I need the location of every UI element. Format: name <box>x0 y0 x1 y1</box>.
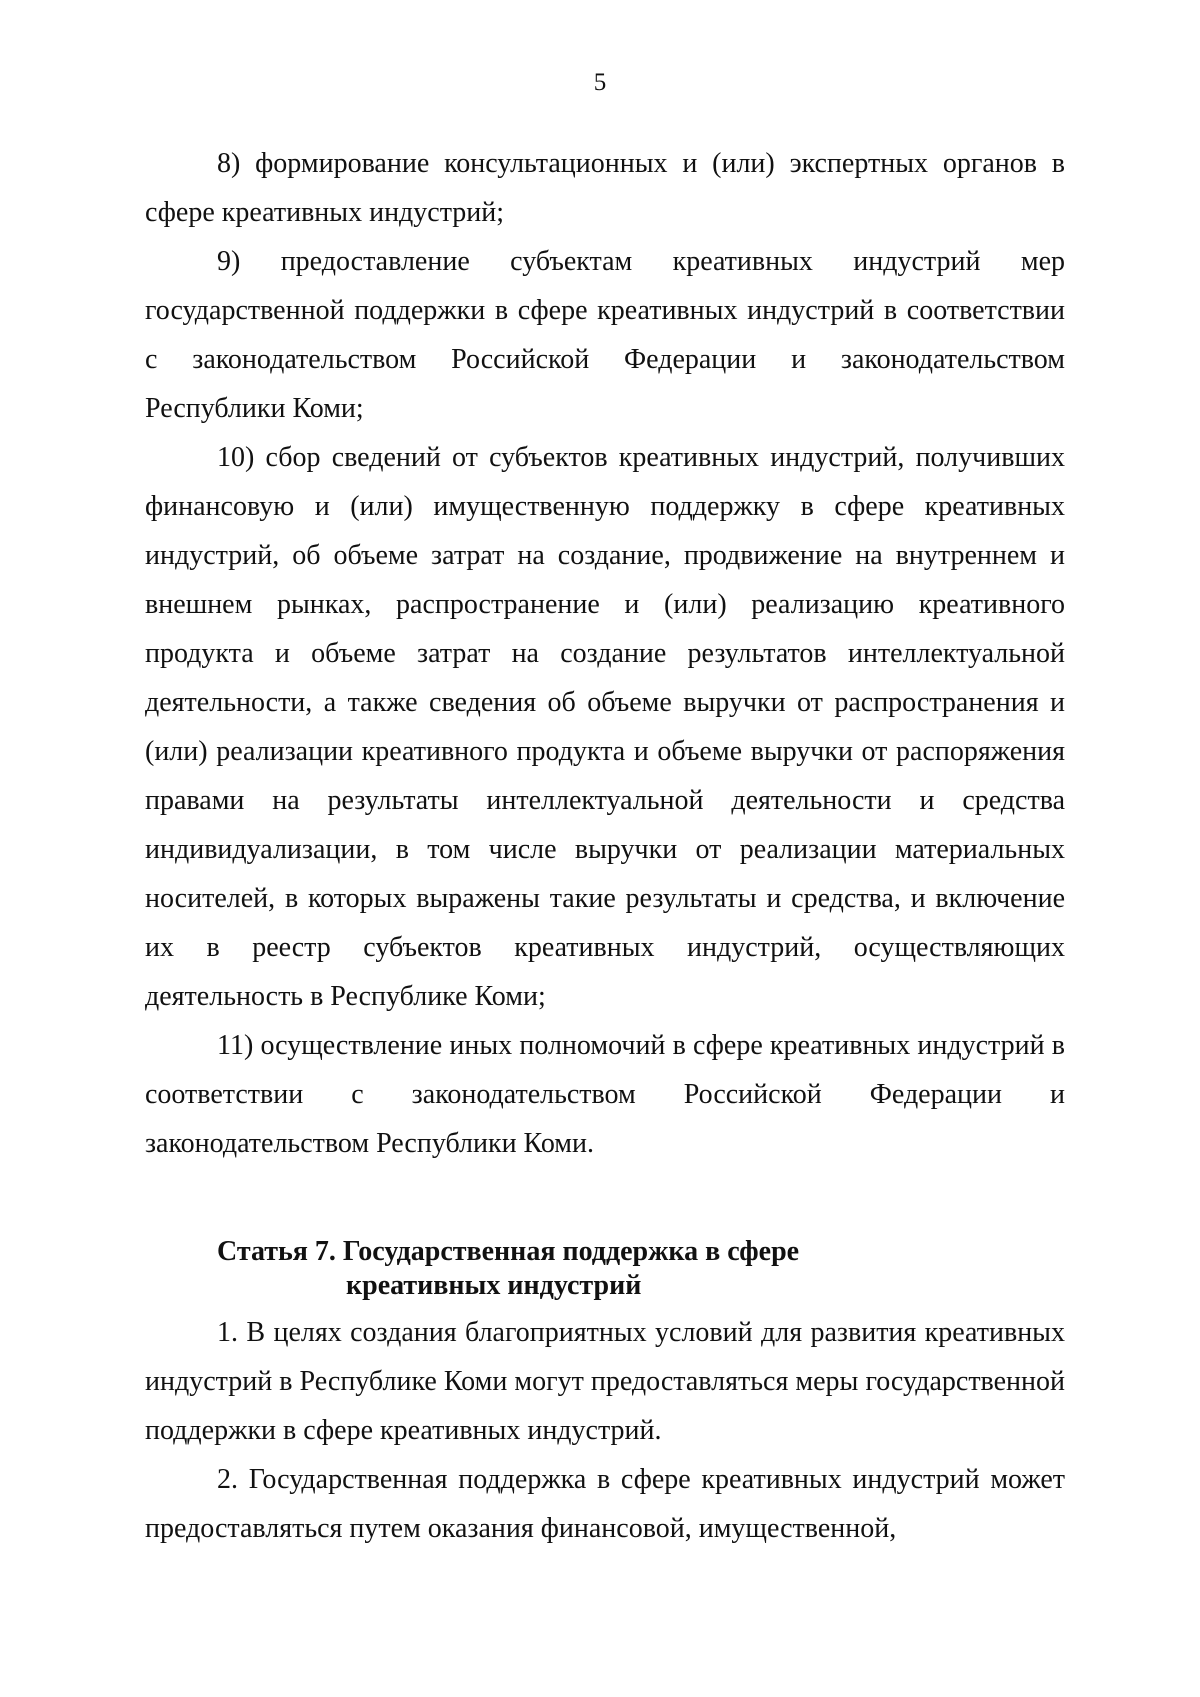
paragraph-item-9: 9) предоставление субъектам креативных индустрий мер государственной поддержки в сфере креативных индустрий в соответствии с законодательством Российской Федерации и законодательством Республики Коми; <box>145 246 1065 424</box>
paragraph-item-11: 11) осуществление иных полномочий в сфере креативных индустрий в соответствии с законодательством Российской Федерации и законодательством Республики Коми. <box>145 1030 1065 1159</box>
paragraph-item-10: 10) сбор сведений от субъектов креативных индустрий, получивших финансовую и (или) имущественную поддержку в сфере креативных индустрий, об объеме затрат на создание, продвижение на внутреннем и внешнем рынках, распространение и (или) реализацию креативного продукта и объеме затрат на создание результатов интеллектуальной деятельности, а также сведения об объеме выручки от распространения и (или) реализации креативного продукта и объеме выручки от распоряжения правами на результаты интеллектуальной деятельности и средства индивидуализации, в том числе выручки от реализации материальных носителей, в которых выражены такие результаты и средства, и включение их в реестр субъектов креативных индустрий, осуществляющих деятельность в Республике Коми; <box>145 442 1065 1012</box>
page-number: 5 <box>593 69 607 96</box>
paragraph-clause-1: 1. В целях создания благоприятных условий для развития креативных индустрий в Республике Коми могут предоставляться меры государственной поддержки в сфере креативных индустрий. <box>145 1317 1065 1446</box>
article-heading-line2: креативных индустрий <box>346 1270 642 1301</box>
paragraph-clause-2: 2. Государственная поддержка в сфере креативных индустрий может предоставляться путем оказания финансовой, имущественной, <box>145 1464 1065 1544</box>
paragraph-item-8: 8) формирование консультационных и (или) экспертных органов в сфере креативных индустрий; <box>145 148 1065 228</box>
document-body <box>145 139 1065 1553</box>
article-heading <box>145 1235 1065 1303</box>
article-heading-line1: Статья 7. Государственная поддержка в сфере <box>217 1236 800 1267</box>
